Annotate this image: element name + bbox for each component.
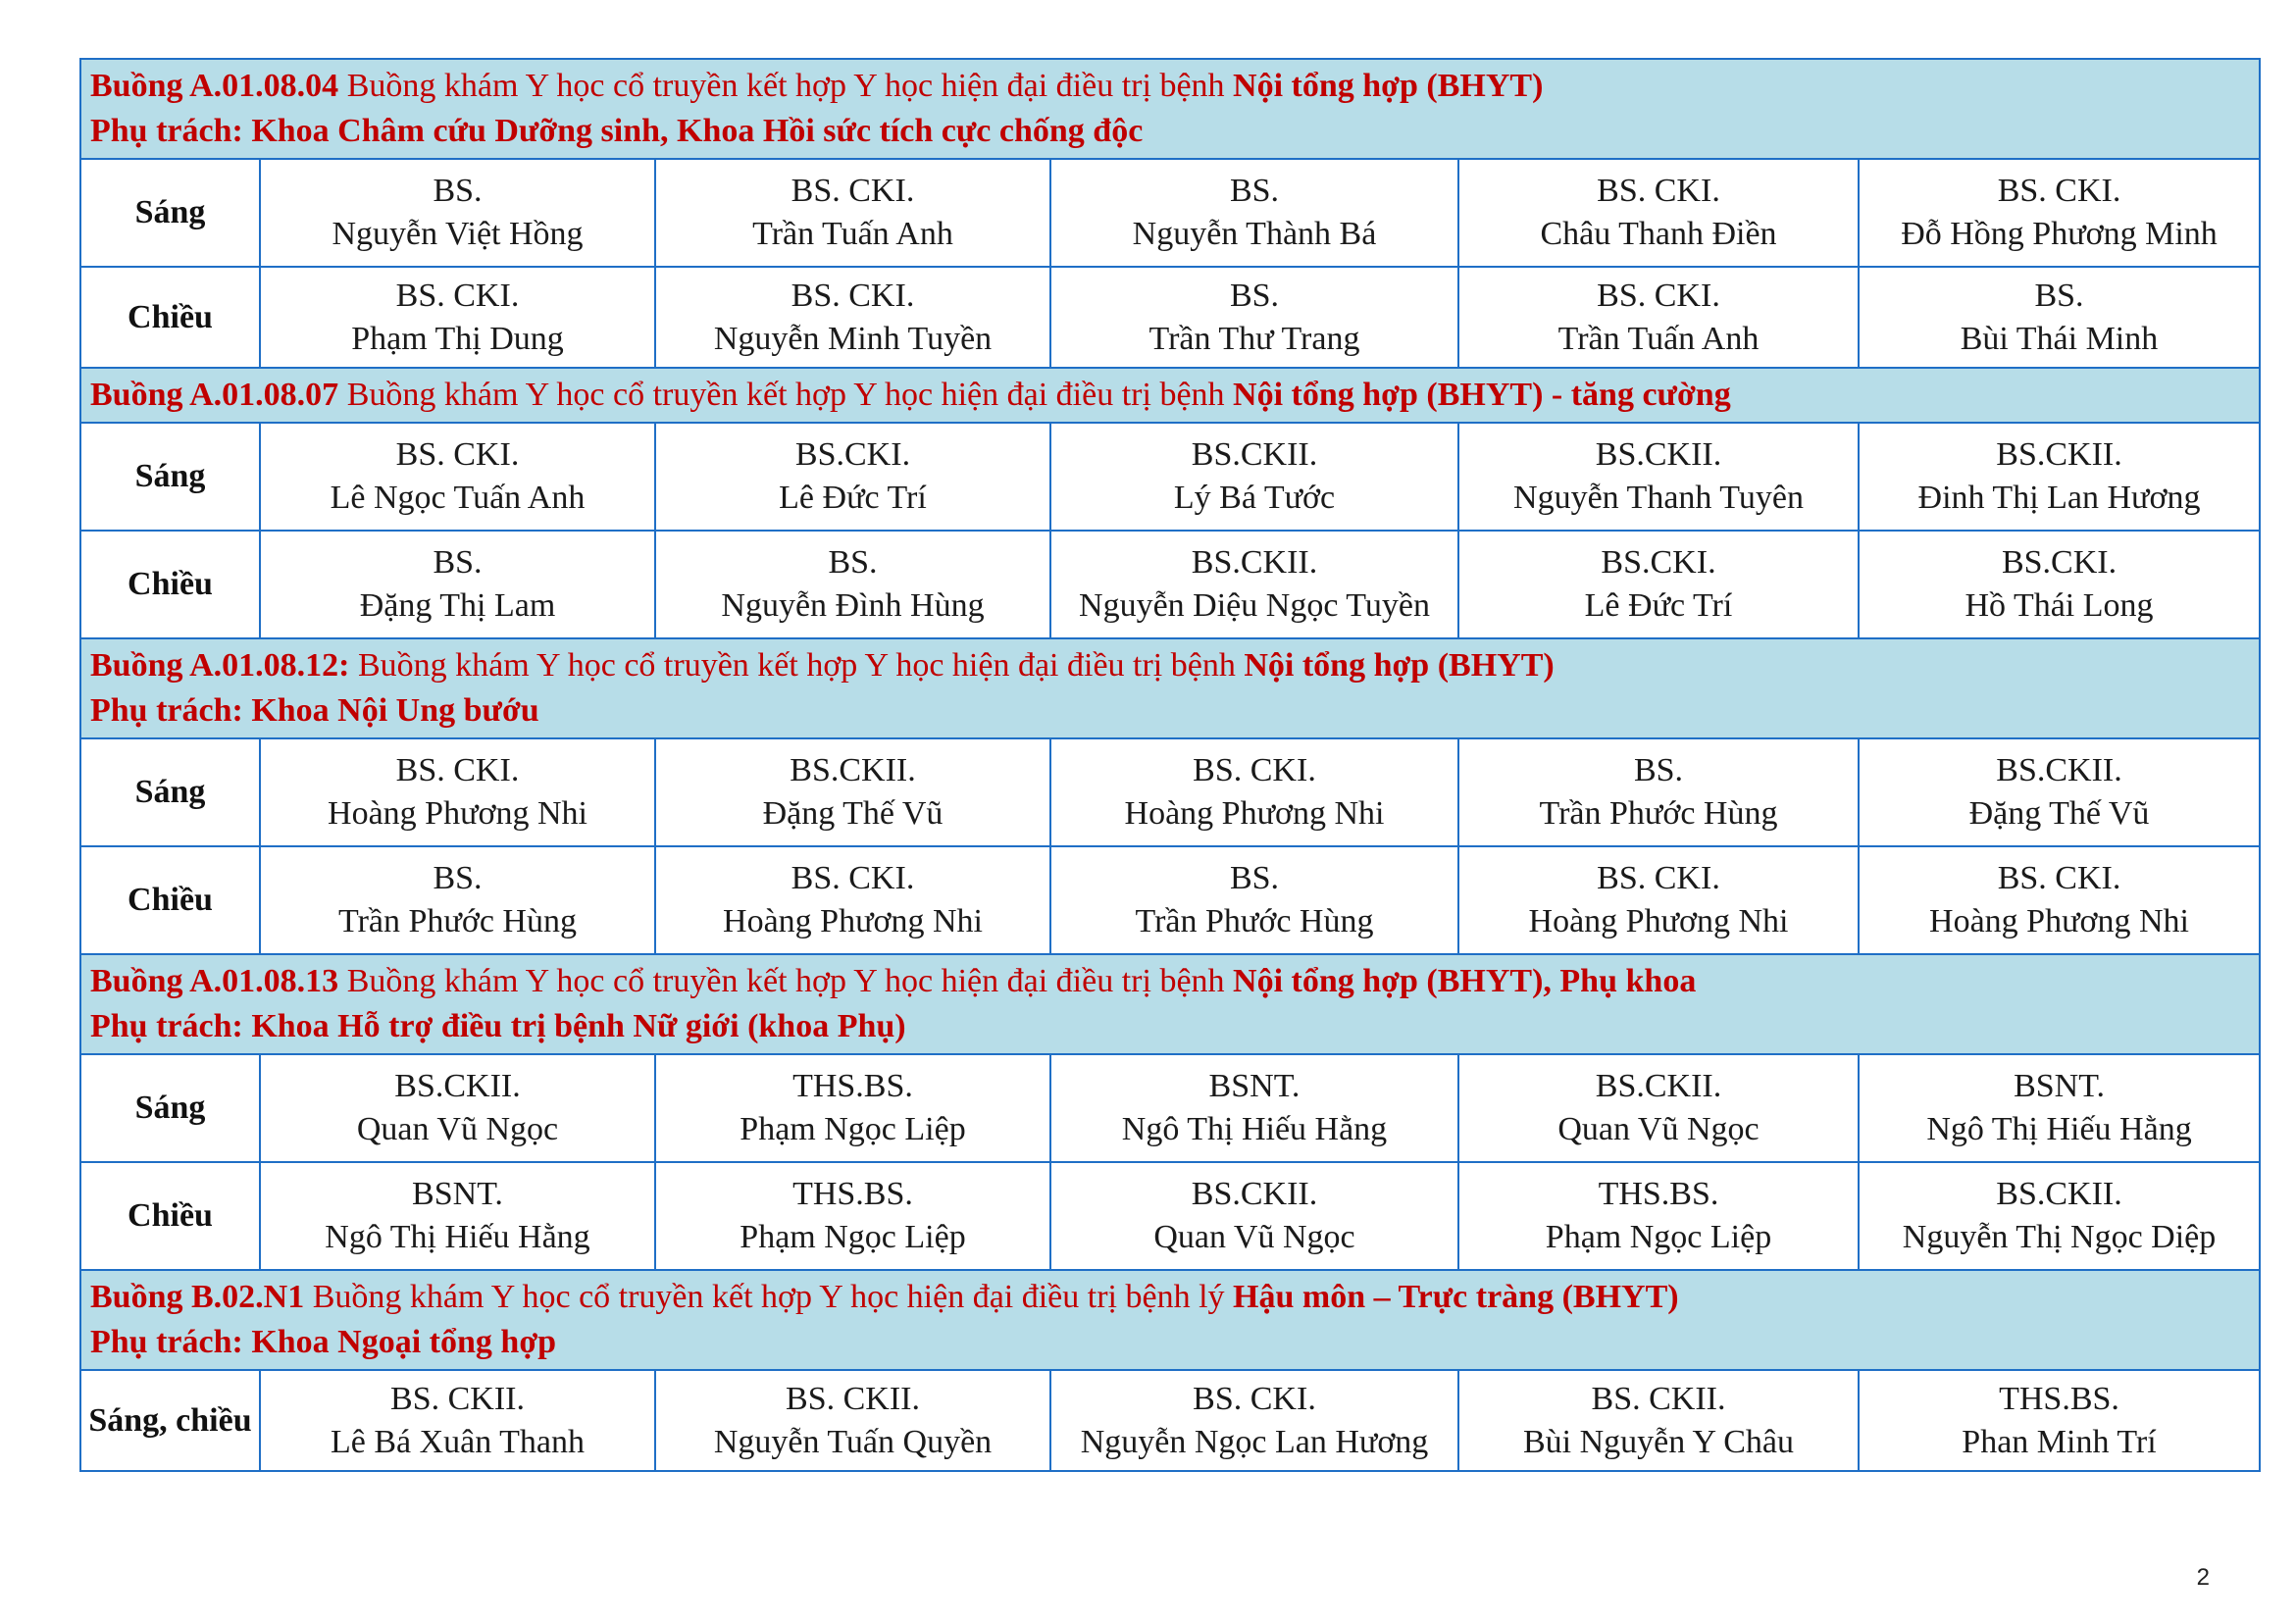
doctor-cell [1050, 531, 1458, 638]
doctor-name: Bùi Thái Minh [1960, 320, 2159, 357]
doctor-cell [1458, 159, 1859, 267]
shift-row [80, 159, 2260, 267]
room-code: Buồng A.01.08.04 [90, 68, 339, 104]
doctor-name: Đặng Thị Lam [359, 587, 556, 624]
doctor-cell [1458, 1162, 1859, 1270]
doctor-title: BS. CKI. [1193, 1380, 1316, 1417]
doctor-title: BS.CKII. [1595, 436, 1722, 473]
section-header-cell [80, 59, 2260, 159]
section-header-cell [80, 954, 2260, 1054]
doctor-cell [1050, 423, 1458, 531]
doctor-cell [1458, 1054, 1859, 1162]
doctor-name: Hồ Thái Long [1964, 587, 2154, 624]
room-code: Buồng A.01.08.07 [90, 377, 339, 413]
doctor-title: BS. CKI. [1997, 173, 2121, 209]
section-header [80, 954, 2260, 1054]
doctor-cell [1050, 267, 1458, 368]
doctor-cell [655, 531, 1050, 638]
doctor-title: BS.CKII. [1996, 1176, 2122, 1212]
doctor-title: BS. [433, 544, 483, 581]
doctor-cell [655, 1370, 1050, 1471]
shift-row [80, 1370, 2260, 1471]
doctor-title: BS. [433, 173, 483, 209]
shift-row [80, 738, 2260, 846]
doctor-name: Hoàng Phương Nhi [1528, 903, 1789, 939]
doctor-cell [1050, 846, 1458, 954]
section-header [80, 638, 2260, 738]
doctor-title: THS.BS. [792, 1068, 913, 1104]
doctor-cell [260, 738, 655, 846]
doctor-title: BS.CKI. [1601, 544, 1716, 581]
doctor-name: Trần Phước Hùng [338, 903, 577, 939]
room-description: Buồng khám Y học cổ truyền kết hợp Y học hiện đại điều trị bệnh [349, 647, 1245, 684]
doctor-name: Phan Minh Trí [1962, 1423, 2157, 1460]
shift-row [80, 531, 2260, 638]
doctor-cell [260, 267, 655, 368]
section-header [80, 368, 2260, 423]
doctor-name: Trần Tuấn Anh [1557, 320, 1760, 357]
doctor-name: Châu Thanh Điền [1540, 216, 1777, 252]
doctor-name: Ngô Thị Hiếu Hằng [325, 1219, 590, 1255]
doctor-cell [1458, 267, 1859, 368]
doctor-title: THS.BS. [792, 1176, 913, 1212]
doctor-name: Đặng Thế Vũ [1968, 795, 2150, 832]
doctor-title: BS. [2034, 277, 2084, 314]
section-header-cell [80, 368, 2260, 423]
shift-label: Sáng, chiều [80, 1370, 260, 1471]
doctor-cell [260, 846, 655, 954]
doctor-cell [1458, 423, 1859, 531]
room-specialty: Hậu môn – Trực tràng (BHYT) [1233, 1279, 1679, 1315]
doctor-cell [1050, 159, 1458, 267]
doctor-title: BS. CKI. [791, 277, 915, 314]
doctor-title: BS. CKII. [786, 1380, 920, 1417]
shift-label: Sáng [80, 1054, 260, 1162]
doctor-name: Ngô Thị Hiếu Hằng [1926, 1111, 2192, 1147]
doctor-title: BS. CKI. [395, 752, 520, 788]
doctor-title: BS.CKII. [1595, 1068, 1722, 1104]
doctor-cell [1050, 1162, 1458, 1270]
doctor-title: BS. CKII. [390, 1380, 525, 1417]
room-code: Buồng A.01.08.13 [90, 963, 339, 999]
doctor-title: THS.BS. [1999, 1380, 2119, 1417]
doctor-name: Trần Phước Hùng [1135, 903, 1374, 939]
doctor-cell [260, 423, 655, 531]
doctor-name: Lê Đức Trí [1584, 587, 1733, 624]
doctor-title: BS.CKII. [790, 752, 916, 788]
doctor-title: BS. [1229, 277, 1280, 314]
doctor-cell [260, 1370, 655, 1471]
doctor-title: BS.CKII. [394, 1068, 521, 1104]
doctor-cell [1859, 1370, 2260, 1471]
doctor-cell [1050, 1054, 1458, 1162]
room-in-charge: Phụ trách: Khoa Nội Ung bướu [90, 692, 539, 729]
shift-label: Chiều [80, 1162, 260, 1270]
doctor-cell [1859, 423, 2260, 531]
doctor-cell [655, 1162, 1050, 1270]
doctor-cell [1458, 1370, 1859, 1471]
doctor-cell [655, 738, 1050, 846]
schedule-table [79, 58, 2261, 1472]
shift-label: Sáng [80, 738, 260, 846]
doctor-title: BS. CKI. [1997, 860, 2121, 896]
doctor-name: Trần Thư Trang [1148, 320, 1360, 357]
doctor-name: Lê Đức Trí [779, 480, 927, 516]
doctor-name: Đỗ Hồng Phương Minh [1901, 216, 2218, 252]
shift-label: Sáng [80, 159, 260, 267]
doctor-name: Quan Vũ Ngọc [1153, 1219, 1355, 1255]
room-specialty: Nội tổng hợp (BHYT) [1244, 647, 1555, 684]
doctor-name: Quan Vũ Ngọc [356, 1111, 559, 1147]
doctor-title: BS.CKI. [794, 436, 911, 473]
shift-label: Chiều [80, 846, 260, 954]
doctor-name: Hoàng Phương Nhi [1124, 795, 1385, 832]
doctor-name: Trần Phước Hùng [1539, 795, 1778, 832]
room-code: Buồng B.02.N1 [90, 1279, 305, 1315]
doctor-name: Phạm Ngọc Liệp [740, 1111, 966, 1147]
doctor-name: Quan Vũ Ngọc [1557, 1111, 1760, 1147]
shift-row [80, 846, 2260, 954]
shift-label: Sáng [80, 423, 260, 531]
shift-row [80, 423, 2260, 531]
doctor-cell [260, 1162, 655, 1270]
section-header [80, 59, 2260, 159]
doctor-title: BSNT. [1208, 1068, 1301, 1104]
room-in-charge: Phụ trách: Khoa Châm cứu Dưỡng sinh, Khoa Hồi sức tích cực chống độc [90, 113, 1144, 149]
room-description: Buồng khám Y học cổ truyền kết hợp Y học hiện đại điều trị bệnh lý [304, 1279, 1234, 1315]
doctor-name: Phạm Ngọc Liệp [740, 1219, 966, 1255]
doctor-title: BS. CKI. [1597, 173, 1720, 209]
doctor-title: BS. CKI. [1193, 752, 1316, 788]
doctor-title: BS.CKII. [1191, 436, 1318, 473]
section-header-cell [80, 638, 2260, 738]
shift-label: Chiều [80, 267, 260, 368]
shift-row [80, 267, 2260, 368]
section-header [80, 1270, 2260, 1370]
doctor-title: BS. CKI. [1597, 277, 1720, 314]
room-specialty: Nội tổng hợp (BHYT), Phụ khoa [1233, 963, 1697, 999]
shift-row [80, 1162, 2260, 1270]
doctor-name: Lê Ngọc Tuấn Anh [330, 480, 586, 516]
page-number: 2 [2196, 1564, 2210, 1591]
room-specialty: Nội tổng hợp (BHYT) - tăng cường [1233, 377, 1731, 413]
doctor-name: Nguyễn Thành Bá [1132, 216, 1377, 252]
doctor-cell [655, 846, 1050, 954]
doctor-cell [1859, 267, 2260, 368]
doctor-title: BS. CKI. [791, 860, 915, 896]
doctor-cell [1050, 1370, 1458, 1471]
room-in-charge: Phụ trách: Khoa Hỗ trợ điều trị bệnh Nữ giới (khoa Phụ) [90, 1008, 906, 1044]
doctor-name: Lý Bá Tước [1173, 480, 1336, 516]
doctor-cell [1458, 846, 1859, 954]
doctor-name: Nguyễn Ngọc Lan Hương [1080, 1423, 1429, 1460]
doctor-cell [1859, 846, 2260, 954]
shift-row [80, 1054, 2260, 1162]
doctor-title: BS.CKII. [1996, 436, 2122, 473]
shift-label: Chiều [80, 531, 260, 638]
room-code: Buồng A.01.08.12: [90, 647, 350, 684]
room-description: Buồng khám Y học cổ truyền kết hợp Y học hiện đại điều trị bệnh [338, 963, 1234, 999]
doctor-title: BS. [1229, 173, 1280, 209]
room-in-charge: Phụ trách: Khoa Ngoại tổng hợp [90, 1324, 557, 1360]
doctor-cell [1859, 159, 2260, 267]
doctor-cell [655, 267, 1050, 368]
doctor-cell [1050, 738, 1458, 846]
doctor-name: Nguyễn Thanh Tuyên [1513, 480, 1804, 516]
doctor-name: Phạm Thị Dung [351, 320, 564, 357]
doctor-title: BS. [1229, 860, 1280, 896]
doctor-title: BS. CKI. [791, 173, 915, 209]
doctor-cell [655, 159, 1050, 267]
doctor-title: THS.BS. [1598, 1176, 1719, 1212]
doctor-name: Nguyễn Tuấn Quyền [713, 1423, 993, 1460]
doctor-name: Đinh Thị Lan Hương [1917, 480, 2201, 516]
doctor-title: BS.CKI. [2001, 544, 2117, 581]
doctor-cell [1458, 738, 1859, 846]
doctor-cell [1859, 738, 2260, 846]
doctor-cell [260, 531, 655, 638]
doctor-name: Nguyễn Diệu Ngọc Tuyền [1079, 587, 1430, 624]
doctor-title: BS. CKII. [1591, 1380, 1726, 1417]
doctor-title: BSNT. [2014, 1068, 2105, 1104]
room-specialty: Nội tổng hợp (BHYT) [1233, 68, 1544, 104]
doctor-cell [1859, 1054, 2260, 1162]
doctor-name: Nguyễn Việt Hồng [332, 216, 584, 252]
doctor-cell [1458, 531, 1859, 638]
doctor-title: BSNT. [412, 1176, 503, 1212]
doctor-name: Ngô Thị Hiếu Hằng [1121, 1111, 1388, 1147]
doctor-title: BS. CKI. [1597, 860, 1720, 896]
doctor-cell [1859, 1162, 2260, 1270]
doctor-cell [260, 1054, 655, 1162]
doctor-title: BS. CKI. [395, 277, 520, 314]
doctor-title: BS. CKI. [395, 436, 520, 473]
section-header-cell [80, 1270, 2260, 1370]
doctor-name: Đặng Thế Vũ [762, 795, 944, 832]
doctor-title: BS.CKII. [1191, 544, 1318, 581]
doctor-title: BS.CKII. [1191, 1176, 1318, 1212]
room-description: Buồng khám Y học cổ truyền kết hợp Y học hiện đại điều trị bệnh [338, 68, 1234, 104]
doctor-title: BS. [1633, 752, 1684, 788]
doctor-cell [655, 1054, 1050, 1162]
doctor-name: Nguyễn Minh Tuyền [713, 320, 993, 357]
doctor-title: BS. [433, 860, 483, 896]
doctor-title: BS. [828, 544, 878, 581]
room-description: Buồng khám Y học cổ truyền kết hợp Y học hiện đại điều trị bệnh [338, 377, 1234, 413]
doctor-name: Phạm Ngọc Liệp [1545, 1219, 1772, 1255]
doctor-name: Hoàng Phương Nhi [328, 795, 587, 832]
doctor-name: Hoàng Phương Nhi [1929, 903, 2189, 939]
doctor-cell [655, 423, 1050, 531]
doctor-name: Bùi Nguyễn Y Châu [1522, 1423, 1795, 1460]
doctor-name: Hoàng Phương Nhi [723, 903, 983, 939]
doctor-cell [1859, 531, 2260, 638]
doctor-title: BS.CKII. [1996, 752, 2122, 788]
doctor-name: Lê Bá Xuân Thanh [330, 1423, 586, 1460]
doctor-cell [260, 159, 655, 267]
doctor-name: Trần Tuấn Anh [752, 216, 953, 252]
doctor-name: Nguyễn Đình Hùng [721, 587, 985, 624]
doctor-name: Nguyễn Thị Ngọc Diệp [1902, 1219, 2217, 1255]
